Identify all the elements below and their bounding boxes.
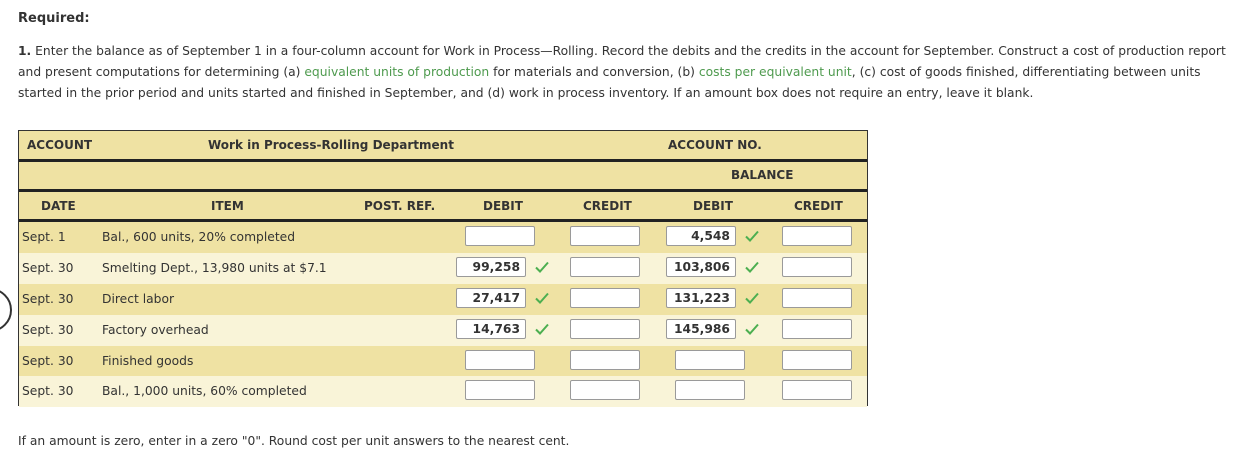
row-item: Bal., 1,000 units, 60% completed [102, 384, 307, 398]
check-icon [534, 259, 550, 275]
credit-input[interactable] [570, 257, 640, 277]
debit-input[interactable] [456, 288, 526, 308]
check-icon [744, 321, 760, 337]
table-row [19, 284, 867, 315]
balance-header [19, 163, 867, 190]
row-date: Sept. 30 [22, 261, 74, 275]
col-item: ITEM [211, 199, 244, 213]
table-row [19, 346, 867, 377]
row-date: Sept. 30 [22, 354, 74, 368]
balance-credit-input[interactable] [782, 350, 852, 370]
balance-credit-input[interactable] [782, 226, 852, 246]
check-icon [534, 290, 550, 306]
table-row [19, 222, 867, 253]
footnote: If an amount is zero, enter in a zero "0". Round cost per unit answers to the nearest cent. [18, 434, 570, 448]
account-header [19, 131, 867, 161]
debit-input[interactable] [465, 350, 535, 370]
balance-credit-input[interactable] [782, 319, 852, 339]
row-date: Sept. 1 [22, 230, 66, 244]
required-heading: Required: [18, 11, 90, 26]
check-icon [744, 259, 760, 275]
row-item: Finished goods [102, 354, 194, 368]
debit-input[interactable] [465, 380, 535, 400]
col-post-ref: POST. REF. [364, 199, 436, 213]
balance-debit-input[interactable] [666, 226, 736, 246]
work-in-process-account [18, 130, 868, 406]
row-item: Smelting Dept., 13,980 units at $7.1 [102, 261, 327, 275]
table-row [19, 315, 867, 346]
check-icon [744, 228, 760, 244]
table-row [19, 376, 867, 407]
column-headers [19, 193, 867, 220]
balance-debit-input[interactable] [666, 257, 736, 277]
side-circle-control[interactable] [0, 288, 12, 332]
col-date: DATE [41, 199, 76, 213]
check-icon [744, 290, 760, 306]
balance-debit-input[interactable] [675, 350, 745, 370]
header-divider [19, 159, 867, 162]
row-item: Factory overhead [102, 323, 209, 337]
row-item: Direct labor [102, 292, 175, 306]
instruction-text-1: Enter the balance as of September 1 in a four-column account for Work in Process—Rolling. Record the debits and the credits in the account for September. Construct a cost of production report and present computations for determining (a) [18, 44, 1226, 79]
balance-debit-input[interactable] [666, 288, 736, 308]
credit-input[interactable] [570, 350, 640, 370]
account-label: ACCOUNT [27, 138, 93, 152]
row-date: Sept. 30 [22, 384, 74, 398]
instruction-text-2: for materials and conversion, (b) [489, 65, 699, 79]
credit-input[interactable] [570, 380, 640, 400]
row-date: Sept. 30 [22, 323, 74, 337]
balance-debit-input[interactable] [675, 380, 745, 400]
credit-input[interactable] [570, 288, 640, 308]
costs-per-equivalent-unit-link[interactable]: costs per equivalent unit [698, 65, 852, 79]
account-no-label: ACCOUNT NO. [668, 138, 762, 152]
balance-debit-input[interactable] [666, 319, 736, 339]
debit-input[interactable] [465, 226, 535, 246]
col-debit: DEBIT [483, 199, 523, 213]
instructions-text [18, 41, 1230, 104]
balance-credit-input[interactable] [782, 288, 852, 308]
credit-input[interactable] [570, 319, 640, 339]
col-balance-debit: DEBIT [693, 199, 733, 213]
row-item: Bal., 600 units, 20% completed [102, 230, 296, 244]
balance-credit-input[interactable] [782, 380, 852, 400]
row-date: Sept. 30 [22, 292, 74, 306]
instruction-number: 1. [18, 44, 32, 58]
instruction-text-3: , (c) cost of goods finished, differentiating between units started in the prior period and units started and finished in September, and (d) work in process inventory. If an amount box does not require an entry, leave it blank. [18, 65, 1201, 100]
account-name: Work in Process-Rolling Department [208, 138, 454, 152]
col-credit: CREDIT [583, 199, 632, 213]
check-icon [534, 321, 550, 337]
equivalent-units-link[interactable]: equivalent units of production [304, 65, 490, 79]
balance-label: BALANCE [731, 168, 794, 182]
balance-divider [19, 189, 867, 192]
col-balance-credit: CREDIT [794, 199, 843, 213]
table-row [19, 253, 867, 284]
balance-credit-input[interactable] [782, 257, 852, 277]
debit-input[interactable] [456, 319, 526, 339]
debit-input[interactable] [456, 257, 526, 277]
credit-input[interactable] [570, 226, 640, 246]
